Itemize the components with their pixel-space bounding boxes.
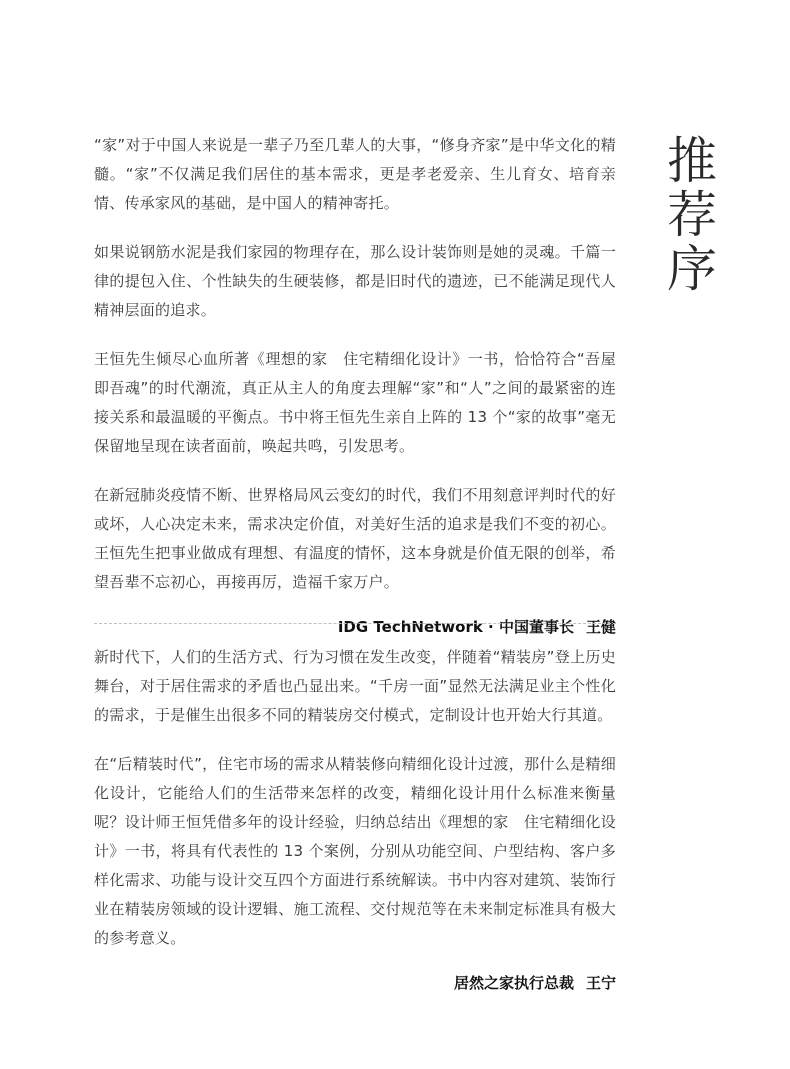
title-char: 荐 (667, 186, 717, 244)
page-title-vertical (662, 134, 722, 296)
paragraph: 在“后精装时代”，住宅市场的需求从精装修向精细化设计过渡，那什么是精细化设计，它能给人们的生活带来怎样的改变，精细化设计用什么标准来衡量呢？设计师王恒凭借多年的设计经验，归纳总结出《理想的家 住宅精细化设计》一书，将具有代表性的 13 个案例，分别从功能空间、户型结构、客户多样化需求、功能与设计交互四个方面进行系统解读。书中内容对建筑、装饰行业在精装房领域的设计逻辑、施工流程、交付规范等在未来制定标准具有极大的参考意义。 (94, 755, 616, 947)
signature-org: IDG TechNetwork · 中国董事长 (337, 618, 574, 636)
title-char: 序 (667, 240, 717, 298)
title-char: 推 (667, 132, 717, 190)
signature-name: 王健 (585, 618, 616, 636)
preface-section-2 (94, 643, 616, 993)
signature-org: 居然之家执行总裁 (453, 974, 574, 992)
paragraph: 新时代下，人们的生活方式、行为习惯在发生改变，伴随着“精装房”登上历史舞台，对于居住需求的矛盾也凸显出来。“千房一面”显然无法满足业主个性化的需求，于是催生出很多不同的精装房交付模式，定制设计也开始大行其道。 (94, 648, 616, 724)
paragraph: 如果说钢筋水泥是我们家园的物理存在，那么设计装饰则是她的灵魂。千篇一律的提包入住、个性缺失的生硬装修，都是旧时代的遗迹，已不能满足现代人精神层面的追求。 (94, 243, 616, 319)
paragraph: 王恒先生倾尽心血所著《理想的家 住宅精细化设计》一书，恰恰符合“吾屋即吾魂”的时代潮流，真正从主人的角度去理解“家”和“人”之间的最紧密的连接关系和最温暖的平衡点。书中将王恒先生亲自上阵的 13 个“家的故事”毫无保留地呈现在读者面前，唤起共鸣，引发思考。 (94, 350, 616, 455)
preface-section-1 (94, 131, 616, 637)
section-divider (94, 623, 616, 624)
signature-name: 王宁 (585, 974, 616, 992)
signature (94, 617, 616, 637)
paragraph: 在新冠肺炎疫情不断、世界格局风云变幻的时代，我们不用刻意评判时代的好或坏，人心决定未来，需求决定价值，对美好生活的追求是我们不变的初心。王恒先生把事业做成有理想、有温度的情怀，这本身就是价值无限的创举，希望吾辈不忘初心，再接再厉，造福千家万户。 (94, 486, 616, 591)
signature (94, 973, 616, 993)
paragraph: “家”对于中国人来说是一辈子乃至几辈人的大事，“修身齐家”是中华文化的精髓。“家”不仅满足我们居住的基本需求，更是孝老爱亲、生儿育女、培育亲情、传承家风的基础，是中国人的精神寄托。 (94, 136, 616, 212)
